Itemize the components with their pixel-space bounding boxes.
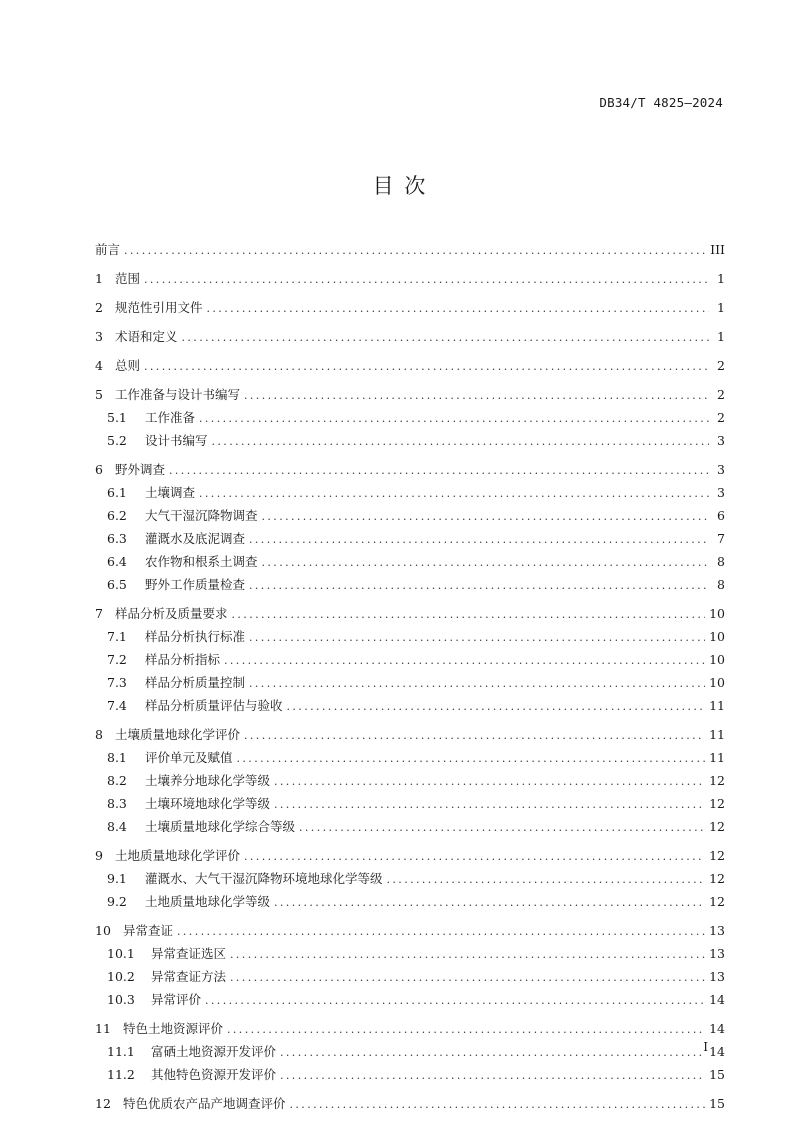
toc-entry-label: 范围 <box>115 271 141 286</box>
toc-entry[interactable] <box>95 990 725 1008</box>
toc-entry-page: 13 <box>709 946 725 961</box>
toc-entry[interactable] <box>95 356 725 374</box>
toc-entry[interactable] <box>95 627 725 645</box>
toc-entry[interactable] <box>95 575 725 593</box>
toc-leader-dots <box>262 556 709 569</box>
toc-entry-page: 13 <box>709 923 725 938</box>
toc-leader-dots <box>230 971 705 984</box>
toc-entry-label: 土壤质量地球化学评价 <box>115 727 241 742</box>
toc-entry-label: 特色优质农产品产地调查评价 <box>123 1096 286 1111</box>
toc-leader-dots <box>232 608 706 621</box>
toc-leader-dots <box>274 775 705 788</box>
toc-entry-label: 土壤养分地球化学等级 <box>145 773 271 788</box>
toc-entry-label: 样品分析指标 <box>145 652 221 667</box>
toc-entry-label: 灌溉水及底泥调查 <box>145 531 246 546</box>
toc-leader-dots <box>169 464 709 477</box>
toc-entry-number: 10.2 <box>107 969 135 984</box>
toc-entry[interactable] <box>95 1019 725 1037</box>
toc-entry-number: 5 <box>95 387 103 402</box>
toc-entry-number: 7.2 <box>107 652 127 667</box>
toc-entry-page: 3 <box>717 462 725 477</box>
toc-entry-page: 3 <box>717 433 725 448</box>
toc-leader-dots <box>212 435 709 448</box>
toc-entry[interactable] <box>95 944 725 962</box>
toc-entry-label: 特色土地资源评价 <box>123 1021 224 1036</box>
toc-entry[interactable] <box>95 460 725 478</box>
toc-entry-label: 土壤质量地球化学综合等级 <box>145 819 296 834</box>
toc-entry[interactable] <box>95 817 725 835</box>
toc-entry-number: 6.5 <box>107 577 127 592</box>
toc-entry-label: 异常查证 <box>123 923 174 938</box>
toc-entry[interactable] <box>95 385 725 403</box>
toc-entry[interactable] <box>95 269 725 287</box>
toc-entry-label: 样品分析执行标准 <box>145 629 246 644</box>
toc-entry-number: 9.2 <box>107 894 127 909</box>
toc-entry-number: 7.4 <box>107 698 127 713</box>
toc-entry-number: 7.1 <box>107 629 127 644</box>
toc-entry-label: 样品分析质量控制 <box>145 675 246 690</box>
toc-entry-number: 10.1 <box>107 946 135 961</box>
toc-entry-label: 样品分析质量评估与验收 <box>145 698 283 713</box>
toc-entry-number: 3 <box>95 329 103 344</box>
toc-entry-number: 8 <box>95 727 103 742</box>
toc-entry[interactable] <box>95 1065 725 1083</box>
toc-entry-page: 12 <box>709 871 725 886</box>
toc-entry[interactable] <box>95 794 725 812</box>
toc-leader-dots <box>249 533 709 546</box>
toc-entry-label: 大气干湿沉降物调查 <box>145 508 258 523</box>
toc-leader-dots <box>274 798 705 811</box>
toc-entry-number: 11 <box>95 1021 111 1036</box>
toc-entry-label: 农作物和根系土调查 <box>145 554 258 569</box>
toc-entry-number: 8.4 <box>107 819 127 834</box>
toc-entry-page: 11 <box>709 750 725 765</box>
toc-entry-page: 12 <box>709 894 725 909</box>
toc-entry[interactable] <box>95 604 725 622</box>
toc-leader-dots <box>280 1046 705 1059</box>
toc-entry-number: 11.1 <box>107 1044 135 1059</box>
toc-entry-number: 4 <box>95 358 103 373</box>
toc-entry-number: 12 <box>95 1096 111 1111</box>
toc-entry-label: 土地质量地球化学等级 <box>145 894 271 909</box>
toc-entry-page: 14 <box>709 1021 725 1036</box>
toc-entry[interactable] <box>95 506 725 524</box>
toc-leader-dots <box>290 1098 706 1111</box>
toc-entry-label: 术语和定义 <box>115 329 178 344</box>
toc-leader-dots <box>124 244 706 257</box>
toc-entry-label: 异常评价 <box>151 992 202 1007</box>
toc-entry-number: 5.1 <box>107 410 127 425</box>
toc-entry-label: 异常查证方法 <box>151 969 227 984</box>
toc-entry-number: 6 <box>95 462 103 477</box>
toc-entry-page: 10 <box>709 675 725 690</box>
toc-entry-label: 野外调查 <box>115 462 166 477</box>
toc-entry-label: 总则 <box>115 358 141 373</box>
toc-entry[interactable] <box>95 240 725 258</box>
toc-leader-dots <box>387 873 706 886</box>
toc-entry-number: 7.3 <box>107 675 127 690</box>
toc-entry-label: 规范性引用文件 <box>115 300 203 315</box>
toc-entry-page: 8 <box>717 577 725 592</box>
toc-entry-page: 13 <box>709 969 725 984</box>
toc-entry-page: 12 <box>709 773 725 788</box>
toc-leader-dots <box>280 1069 705 1082</box>
toc-entry-page: 10 <box>709 652 725 667</box>
toc-entry-label: 富硒土地资源开发评价 <box>151 1044 277 1059</box>
toc-entry[interactable] <box>95 748 725 766</box>
toc-entry-page: 7 <box>717 531 725 546</box>
toc-leader-dots <box>144 273 709 286</box>
toc-entry-number: 9.1 <box>107 871 127 886</box>
toc-leader-dots <box>227 1023 705 1036</box>
toc-entry-page: 11 <box>709 727 725 742</box>
toc-entry-page: 12 <box>709 848 725 863</box>
toc-leader-dots <box>244 729 705 742</box>
toc-entry-page: 3 <box>717 485 725 500</box>
toc-entry-label: 土地质量地球化学评价 <box>115 848 241 863</box>
toc-entry-page: 15 <box>709 1067 725 1082</box>
toc-leader-dots <box>237 752 706 765</box>
toc-entry-page: 2 <box>717 387 725 402</box>
toc-entry-number: 2 <box>95 300 103 315</box>
toc-leader-dots <box>177 925 705 938</box>
toc-entry[interactable] <box>95 771 725 789</box>
toc-leader-dots <box>287 700 706 713</box>
toc-entry-number: 9 <box>95 848 103 863</box>
toc-entry[interactable] <box>95 1042 725 1060</box>
toc-entry-number: 6.1 <box>107 485 127 500</box>
toc-leader-dots <box>249 631 705 644</box>
toc-entry-label: 评价单元及赋值 <box>145 750 233 765</box>
toc-entry-number: 6.4 <box>107 554 127 569</box>
toc-entry-page: 10 <box>709 629 725 644</box>
toc-entry-label: 设计书编写 <box>145 433 208 448</box>
toc-entry[interactable] <box>95 921 725 939</box>
document-code: DB34/T 4825—2024 <box>599 95 723 110</box>
toc-entry[interactable] <box>95 673 725 691</box>
page-number: I <box>703 1040 708 1054</box>
toc-entry-page: 8 <box>717 554 725 569</box>
toc-entry-page: III <box>710 242 725 257</box>
toc-entry-number: 5.2 <box>107 433 127 448</box>
toc-leader-dots <box>199 487 709 500</box>
toc-entry[interactable] <box>95 967 725 985</box>
toc-entry-page: 6 <box>717 508 725 523</box>
toc-entry-number: 10.3 <box>107 992 135 1007</box>
toc-entry-page: 1 <box>717 271 725 286</box>
toc-leader-dots <box>249 677 705 690</box>
toc-entry[interactable] <box>95 483 725 501</box>
toc-entry-label: 土壤调查 <box>145 485 196 500</box>
toc-entry-label: 样品分析及质量要求 <box>115 606 228 621</box>
toc-entry[interactable] <box>95 696 725 714</box>
toc-leader-dots <box>207 302 709 315</box>
toc-entry-label: 工作准备 <box>145 410 196 425</box>
toc-entry-number: 8.3 <box>107 796 127 811</box>
toc-entry-label: 前言 <box>95 242 121 257</box>
toc-entry-page: 12 <box>709 796 725 811</box>
toc-entry-page: 1 <box>717 329 725 344</box>
toc-entry[interactable] <box>95 892 725 910</box>
toc-entry[interactable] <box>95 408 725 426</box>
toc-entry-label: 土壤环境地球化学等级 <box>145 796 271 811</box>
toc-leader-dots <box>244 850 705 863</box>
toc-entry-number: 11.2 <box>107 1067 135 1082</box>
toc-entry-label: 工作准备与设计书编写 <box>115 387 241 402</box>
toc-leader-dots <box>144 360 709 373</box>
toc-entry-page: 15 <box>709 1096 725 1111</box>
toc-entry[interactable] <box>95 298 725 316</box>
toc-leader-dots <box>249 579 709 592</box>
toc-entry-page: 14 <box>709 992 725 1007</box>
toc-leader-dots <box>199 412 709 425</box>
toc-leader-dots <box>205 994 705 1007</box>
toc-entry-label: 其他特色资源开发评价 <box>151 1067 277 1082</box>
toc-entry[interactable] <box>95 846 725 864</box>
toc-entry-number: 8.1 <box>107 750 127 765</box>
toc-leader-dots <box>274 896 705 909</box>
toc-entry[interactable] <box>95 725 725 743</box>
toc-entry[interactable] <box>95 650 725 668</box>
toc-entry-label: 灌溉水、大气干湿沉降物环境地球化学等级 <box>145 871 383 886</box>
toc-leader-dots <box>244 389 709 402</box>
toc-entry[interactable] <box>95 529 725 547</box>
toc-entry-page: 2 <box>717 358 725 373</box>
toc-entry-number: 6.3 <box>107 531 127 546</box>
toc-entry-number: 10 <box>95 923 111 938</box>
toc-entry-label: 野外工作质量检查 <box>145 577 246 592</box>
toc-entry-page: 12 <box>709 819 725 834</box>
toc-entry-number: 7 <box>95 606 103 621</box>
toc-entry-page: 14 <box>709 1044 725 1059</box>
toc-leader-dots <box>230 948 705 961</box>
toc-leader-dots <box>262 510 709 523</box>
toc-entry[interactable] <box>95 431 725 449</box>
toc-entry-page: 11 <box>709 698 725 713</box>
toc-leader-dots <box>299 821 705 834</box>
toc-entry[interactable] <box>95 1094 725 1112</box>
toc-entry[interactable] <box>95 552 725 570</box>
toc-entry-number: 1 <box>95 271 103 286</box>
toc-entry-page: 2 <box>717 410 725 425</box>
toc-entry-number: 8.2 <box>107 773 127 788</box>
toc-entry-page: 10 <box>709 606 725 621</box>
toc-entry[interactable] <box>95 327 725 345</box>
toc-entry[interactable] <box>95 869 725 887</box>
page-title: 目 次 <box>372 174 428 198</box>
table-of-contents <box>95 240 725 1112</box>
toc-leader-dots <box>182 331 709 344</box>
toc-leader-dots <box>224 654 705 667</box>
toc-entry-page: 1 <box>717 300 725 315</box>
toc-entry-label: 异常查证选区 <box>151 946 227 961</box>
toc-entry-number: 6.2 <box>107 508 127 523</box>
